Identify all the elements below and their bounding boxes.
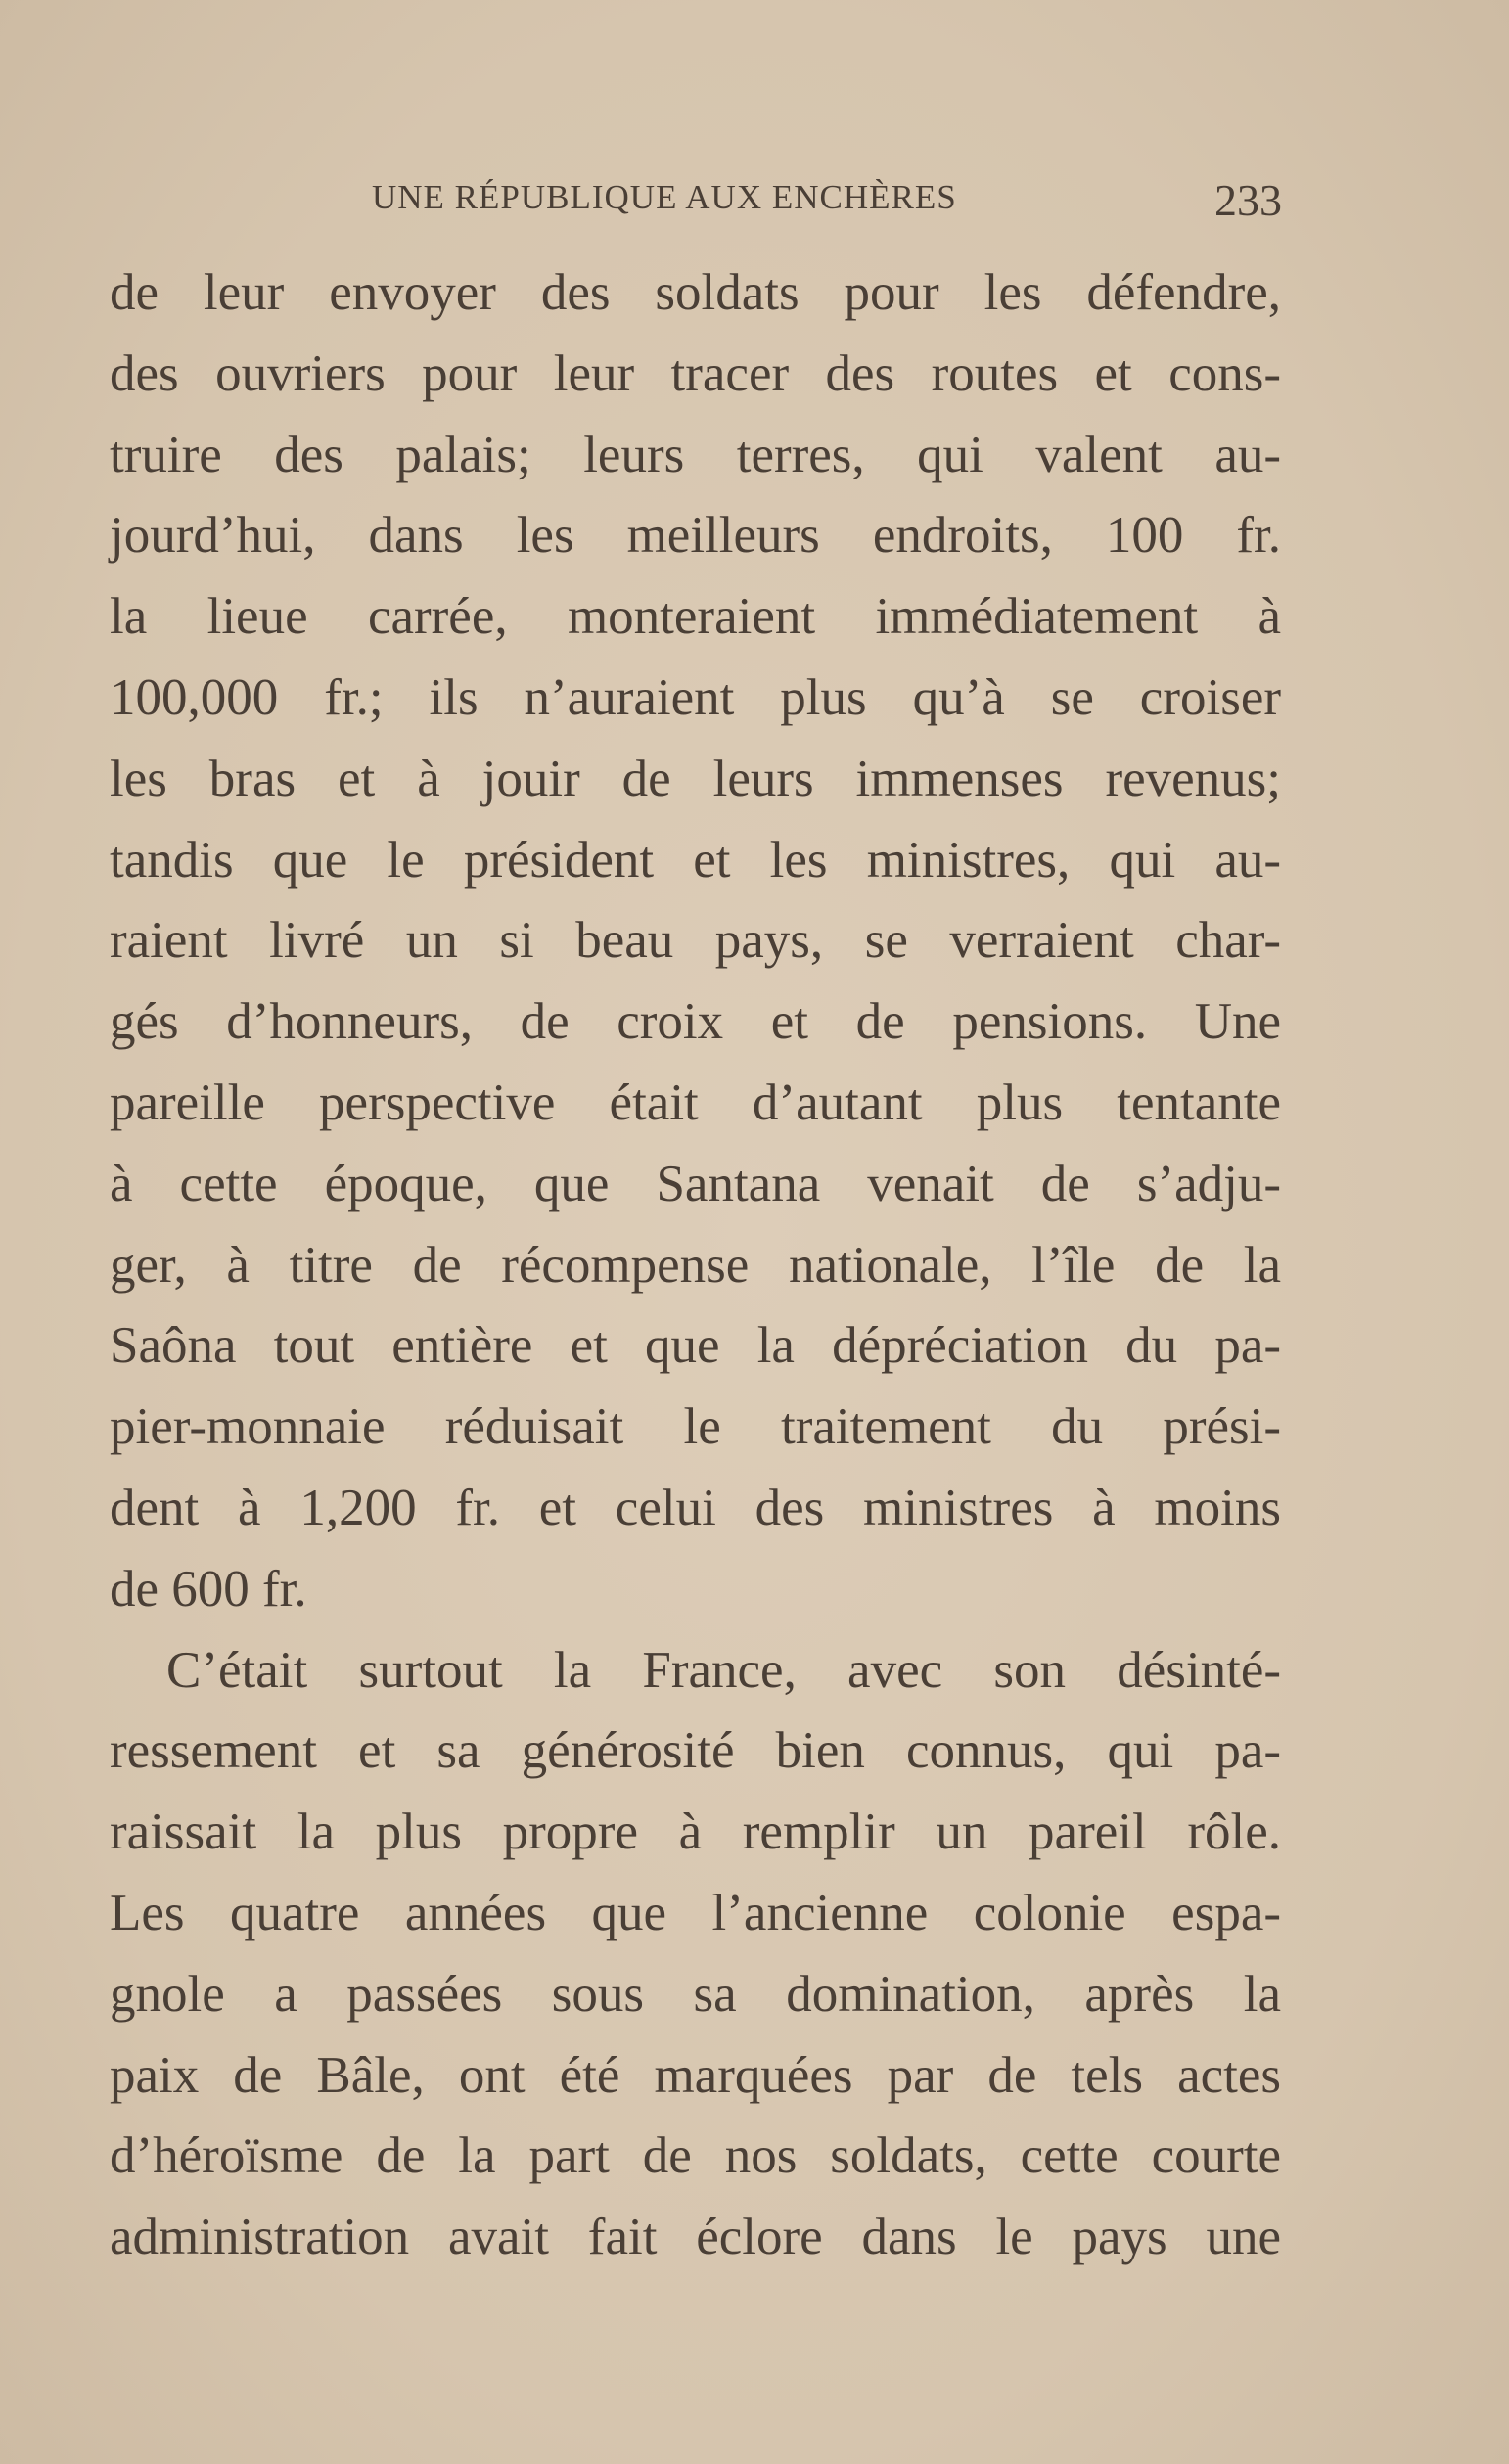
text-line: C’était surtout la France, avec son désinté- bbox=[166, 1641, 1281, 1699]
page-number: 233 bbox=[1214, 175, 1282, 225]
text-line: la lieue carrée, monteraient immédiatement à bbox=[110, 588, 1281, 646]
running-head bbox=[372, 175, 1282, 227]
text-line: jourd’hui, dans les meilleurs endroits, 100 fr. bbox=[110, 507, 1281, 565]
text-line: 100,000 fr.; ils n’auraient plus qu’à se croiser bbox=[110, 668, 1281, 726]
text-line: pier-monnaie réduisait le traitement du prési- bbox=[110, 1398, 1281, 1456]
text-line: Les quatre années que l’ancienne colonie espa- bbox=[110, 1884, 1281, 1941]
text-line: à cette époque, que Santana venait de s’adju- bbox=[110, 1155, 1281, 1212]
text-line: ger, à titre de récompense nationale, l’île de la bbox=[110, 1236, 1281, 1294]
text-line: raient livré un si beau pays, se verraient char- bbox=[110, 912, 1281, 970]
text-line: gés d’honneurs, de croix et de pensions. Une bbox=[110, 993, 1281, 1051]
text-line: tandis que le président et les ministres, qui au- bbox=[110, 831, 1281, 889]
running-head-title: UNE RÉPUBLIQUE AUX ENCHÈRES bbox=[372, 178, 957, 216]
text-line: d’héroïsme de la part de nos soldats, cette courte bbox=[110, 2127, 1281, 2185]
text-line: raissait la plus propre à remplir un pareil rôle. bbox=[110, 1803, 1281, 1861]
page-body bbox=[110, 252, 1281, 2278]
text-line: gnole a passées sous sa domination, après la bbox=[110, 1965, 1281, 2023]
text-line: ressement et sa générosité bien connus, qui pa- bbox=[110, 1722, 1281, 1780]
text-line: de 600 fr. bbox=[110, 1560, 307, 1618]
text-line: les bras et à jouir de leurs immenses revenus; bbox=[110, 750, 1281, 807]
text-line: dent à 1,200 fr. et celui des ministres à moins bbox=[110, 1479, 1281, 1536]
text-line: de leur envoyer des soldats pour les défendre, bbox=[110, 264, 1281, 321]
text-line: des ouvriers pour leur tracer des routes et cons- bbox=[110, 344, 1281, 402]
text-line: truire des palais; leurs terres, qui valent au- bbox=[110, 426, 1281, 483]
text-line: administration avait fait éclore dans le pays une bbox=[110, 2209, 1281, 2266]
text-line: Saôna tout entière et que la dépréciation du pa- bbox=[110, 1317, 1281, 1375]
text-line: pareille perspective était d’autant plus tentante bbox=[110, 1073, 1281, 1131]
text-line: paix de Bâle, ont été marquées par de tels actes bbox=[110, 2046, 1281, 2104]
